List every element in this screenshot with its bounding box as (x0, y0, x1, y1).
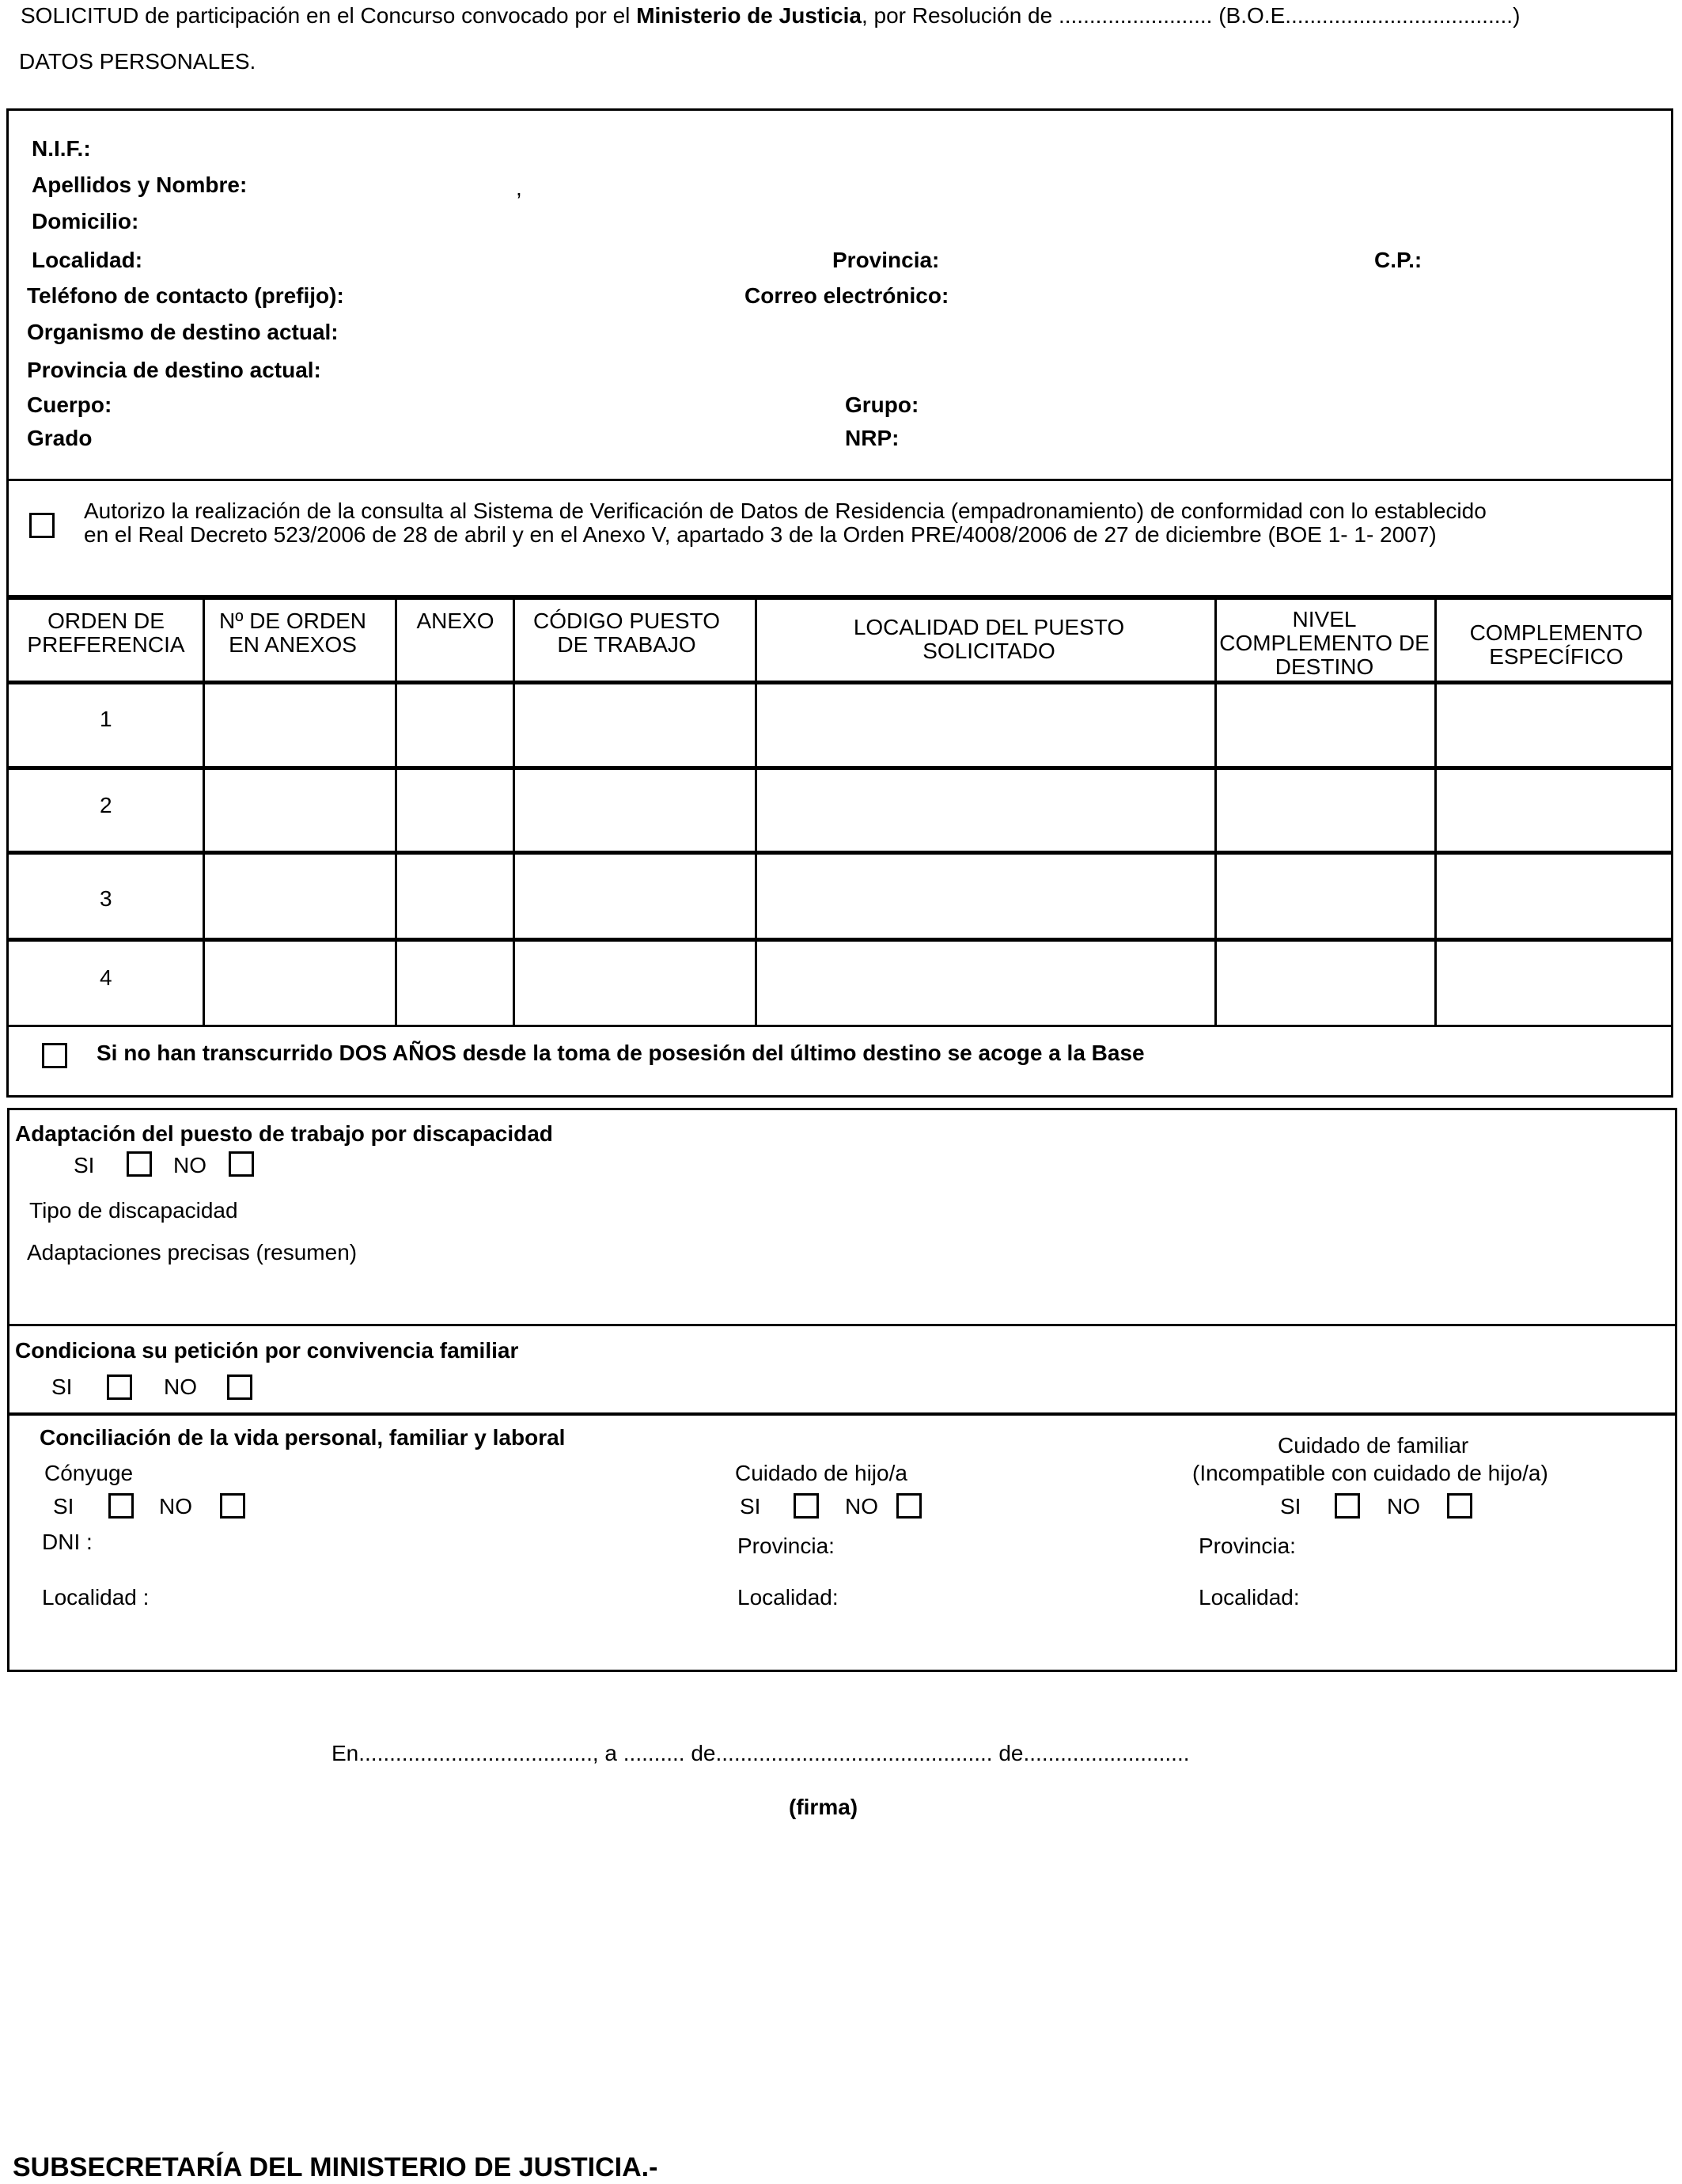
col-line-2 (395, 597, 397, 1026)
th-anexo: ANEXO (416, 609, 494, 633)
label-provincia: Provincia: (832, 248, 940, 272)
label-localidad-conyuge: Localidad : (42, 1585, 150, 1610)
label-telefono: Teléfono de contacto (prefijo): (27, 283, 344, 308)
label-cuerpo: Cuerpo: (27, 392, 112, 417)
place-date-line: En......................................, a .......... de............................................. de........................... (331, 1741, 1190, 1765)
label-localidad: Localidad: (32, 248, 143, 272)
conyuge-no-checkbox[interactable] (220, 1493, 245, 1519)
conciliation-title: Conciliación de la vida personal, familiar y laboral (40, 1425, 566, 1450)
row-number-1: 1 (100, 707, 112, 731)
th-codigo-puesto: CÓDIGO PUESTO DE TRABAJO (533, 609, 720, 657)
family-no-label: NO (164, 1374, 197, 1399)
label-nrp: NRP: (845, 426, 900, 450)
request-heading (21, 3, 1520, 28)
th-localidad-puesto: LOCALIDAD DEL PUESTO SOLICITADO (853, 615, 1125, 663)
heading-ministry: Ministerio de Justicia (636, 3, 862, 28)
family-si-checkbox[interactable] (107, 1374, 132, 1400)
col-line-4 (755, 597, 757, 1026)
label-tipo-discapacidad: Tipo de discapacidad (29, 1198, 238, 1223)
hijo-no-checkbox[interactable] (896, 1493, 922, 1519)
col-line-3 (513, 597, 515, 1026)
col-line-5 (1214, 597, 1217, 1026)
familiar-si-checkbox[interactable] (1335, 1493, 1360, 1519)
disability-si-label: SI (74, 1153, 95, 1177)
label-localidad-familiar: Localidad: (1199, 1585, 1300, 1610)
label-familiar-note: (Incompatible con cuidado de hijo/a) (1192, 1461, 1548, 1485)
conyuge-no-label: NO (159, 1494, 192, 1519)
th-nivel-complemento: NIVEL COMPLEMENTO DE DESTINO (1219, 607, 1430, 679)
row-number-3: 3 (100, 886, 112, 911)
familiar-no-checkbox[interactable] (1447, 1493, 1472, 1519)
label-grupo: Grupo: (845, 392, 919, 417)
divider-row-3 (6, 938, 1673, 942)
th-orden-preferencia: ORDEN DE PREFERENCIA (27, 609, 185, 657)
heading-part1: SOLICITUD de participación en el Concurso convocado por el (21, 3, 637, 28)
label-localidad-hijo: Localidad: (737, 1585, 839, 1610)
dos-anos-text: Si no han transcurrido DOS AÑOS desde la toma de posesión del último destino se acoge a la Base (97, 1041, 1145, 1065)
label-conyuge: Cónyuge (44, 1461, 134, 1485)
label-grado: Grado (27, 426, 93, 450)
label-cuidado-familiar: Cuidado de familiar (1278, 1433, 1469, 1458)
form-secondary-box (7, 1108, 1677, 1672)
label-provincia-familiar: Provincia: (1199, 1534, 1296, 1558)
divider-disability-family (7, 1324, 1677, 1326)
conyuge-si-label: SI (53, 1494, 74, 1519)
familiar-si-label: SI (1280, 1494, 1301, 1519)
hijo-si-label: SI (740, 1494, 761, 1519)
family-title: Condiciona su petición por convivencia familiar (15, 1338, 519, 1363)
consent-checkbox[interactable] (29, 513, 55, 538)
col-line-1 (203, 597, 205, 1026)
label-domicilio: Domicilio: (32, 209, 139, 233)
consent-text-line1: Autorizo la realización de la consulta al Sistema de Verificación de Datos de Residencia (empadronamiento) de conformidad con lo establecido (84, 499, 1487, 523)
section-title-personal: DATOS PERSONALES. (19, 49, 256, 74)
divider-table-header (6, 681, 1673, 684)
consent-text-line2: en el Real Decreto 523/2006 de 28 de abril y en el Anexo V, apartado 3 de la Orden PRE/4008/2006 de 27 de diciembre (BOE 1- 1- 2007) (84, 522, 1437, 547)
label-cp: C.P.: (1374, 248, 1423, 272)
disability-no-label: NO (173, 1153, 206, 1177)
divider-consent-table (6, 595, 1673, 600)
row-number-2: 2 (100, 793, 112, 817)
divider-row-2 (6, 851, 1673, 855)
disability-si-checkbox[interactable] (127, 1151, 152, 1177)
family-si-label: SI (51, 1374, 73, 1399)
divider-personal-consent (6, 479, 1673, 481)
col-line-6 (1434, 597, 1437, 1026)
addressee: SUBSECRETARÍA DEL MINISTERIO DE JUSTICIA.- (13, 2152, 658, 2182)
hijo-si-checkbox[interactable] (794, 1493, 819, 1519)
heading-part2: , por Resolución de ......................... (B.O.E.....................................) (861, 3, 1521, 28)
label-organismo: Organismo de destino actual: (27, 320, 339, 344)
familiar-no-label: NO (1387, 1494, 1420, 1519)
conyuge-si-checkbox[interactable] (108, 1493, 134, 1519)
th-numero-orden-anexos: Nº DE ORDEN EN ANEXOS (218, 609, 367, 657)
th-complemento-especifico: COMPLEMENTO ESPECÍFICO (1469, 620, 1643, 669)
signature-label: (firma) (789, 1795, 858, 1819)
divider-family-conciliation (7, 1412, 1677, 1416)
dos-anos-checkbox[interactable] (42, 1043, 67, 1068)
label-provincia-hijo: Provincia: (737, 1534, 835, 1558)
disability-title: Adaptación del puesto de trabajo por discapacidad (15, 1121, 553, 1146)
label-correo: Correo electrónico: (744, 283, 949, 308)
label-nif: N.I.F.: (32, 136, 91, 161)
label-adaptaciones: Adaptaciones precisas (resumen) (27, 1240, 358, 1265)
divider-row-4 (6, 1025, 1673, 1027)
label-cuidado-hijo: Cuidado de hijo/a (735, 1461, 907, 1485)
row-number-4: 4 (100, 965, 112, 990)
hijo-no-label: NO (845, 1494, 878, 1519)
label-provincia-destino: Provincia de destino actual: (27, 358, 321, 382)
name-separator: , (516, 176, 522, 200)
label-apellidos-nombre: Apellidos y Nombre: (32, 173, 248, 197)
label-dni: DNI : (42, 1530, 93, 1554)
divider-row-1 (6, 766, 1673, 770)
disability-no-checkbox[interactable] (229, 1151, 254, 1177)
family-no-checkbox[interactable] (227, 1374, 252, 1400)
